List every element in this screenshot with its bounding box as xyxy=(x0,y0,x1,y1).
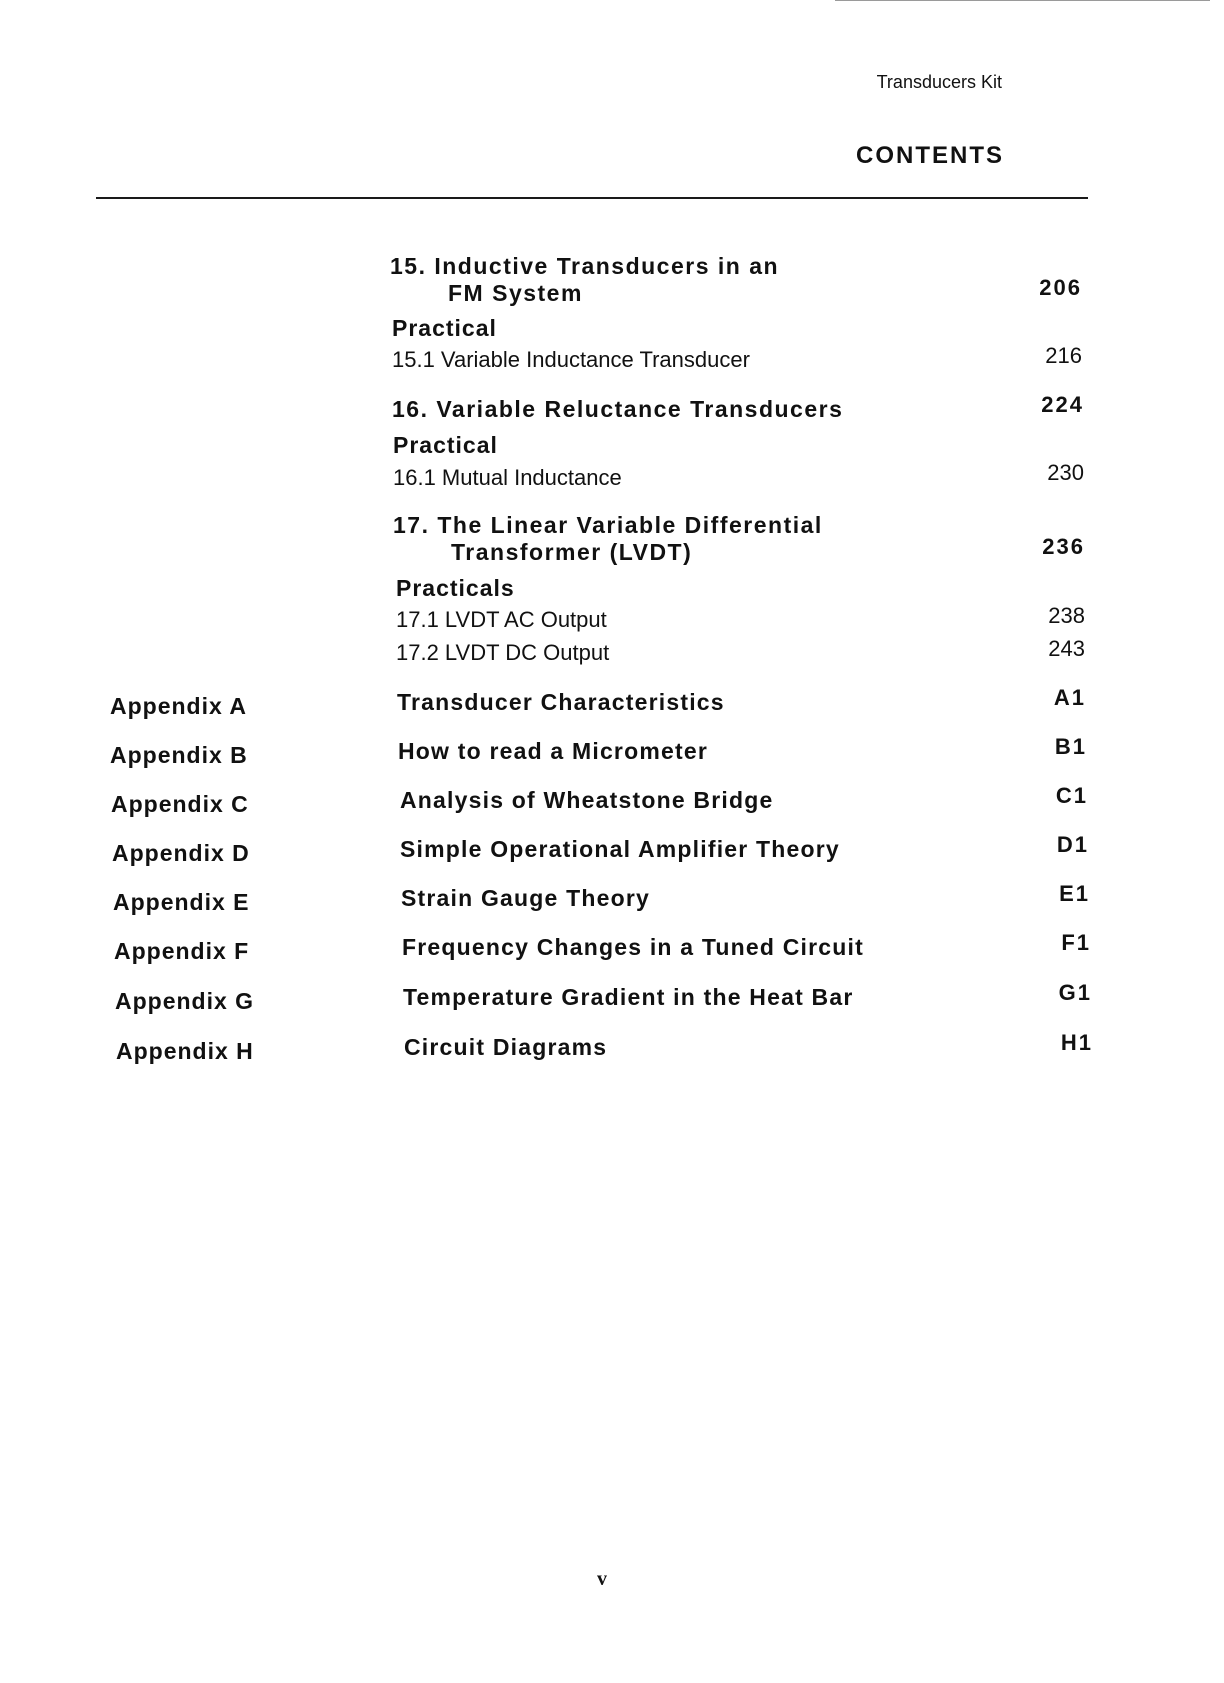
appendix-e-label: Appendix E xyxy=(113,889,250,915)
appendix-g-label: Appendix G xyxy=(115,988,255,1014)
appendix-a-page: A1 xyxy=(1053,685,1086,710)
chapter-15-title xyxy=(390,253,779,307)
appendix-f-title: Frequency Changes in a Tuned Circuit xyxy=(402,934,864,960)
appendix-c-page: C1 xyxy=(1055,783,1088,808)
top-edge-line xyxy=(835,0,1210,1)
chapter-16-page: 224 xyxy=(1041,392,1084,417)
appendix-b-label: Appendix B xyxy=(110,742,248,768)
chapter-title-line: 17. The Linear Variable Differential xyxy=(393,512,823,538)
practical-item-page: 216 xyxy=(1045,343,1082,368)
chapter-15-page: 206 xyxy=(1039,275,1082,300)
chapter-17-page: 236 xyxy=(1042,534,1085,559)
chapter-title-line: 16. Variable Reluctance Transducers xyxy=(392,396,844,422)
appendix-f-page: F1 xyxy=(1061,930,1091,955)
appendix-g-page: G1 xyxy=(1058,980,1092,1005)
appendix-b-page: B1 xyxy=(1054,734,1087,759)
appendix-a-label: Appendix A xyxy=(110,693,247,719)
practical-item-page: 243 xyxy=(1048,636,1085,661)
practical-heading: Practical xyxy=(392,315,497,341)
practical-item-page: 238 xyxy=(1048,603,1085,628)
appendix-f-label: Appendix F xyxy=(114,938,250,964)
chapter-17-title xyxy=(393,512,823,566)
appendix-d-page: D1 xyxy=(1056,832,1089,857)
practical-heading: Practicals xyxy=(396,575,515,601)
running-header: Transducers Kit xyxy=(876,72,1002,92)
appendix-c-title: Analysis of Wheatstone Bridge xyxy=(400,787,774,813)
page-number: v xyxy=(597,1568,607,1590)
appendix-e-title: Strain Gauge Theory xyxy=(401,885,651,911)
chapter-16-title xyxy=(392,396,843,423)
chapter-title-line: 15. Inductive Transducers in an xyxy=(390,253,780,279)
header-rule xyxy=(96,197,1088,199)
appendix-h-page: H1 xyxy=(1060,1030,1093,1055)
practical-item: 16.1 Mutual Inductance xyxy=(393,465,622,490)
practical-item: 17.2 LVDT DC Output xyxy=(396,640,610,665)
practical-item: 17.1 LVDT AC Output xyxy=(396,607,607,632)
appendix-h-label: Appendix H xyxy=(116,1038,254,1064)
chapter-title-line: Transformer (LVDT) xyxy=(451,539,693,565)
appendix-a-title: Transducer Characteristics xyxy=(397,689,725,715)
chapter-title-line: FM System xyxy=(448,280,583,306)
practical-heading: Practical xyxy=(393,432,498,458)
appendix-b-title: How to read a Micrometer xyxy=(398,738,708,764)
page-title: CONTENTS xyxy=(856,142,1004,169)
appendix-e-page: E1 xyxy=(1059,881,1090,906)
appendix-h-title: Circuit Diagrams xyxy=(404,1034,608,1060)
practical-item-page: 230 xyxy=(1047,460,1084,485)
appendix-g-title: Temperature Gradient in the Heat Bar xyxy=(403,984,854,1010)
appendix-d-title: Simple Operational Amplifier Theory xyxy=(400,836,840,862)
practical-item: 15.1 Variable Inductance Transducer xyxy=(392,347,750,372)
appendix-c-label: Appendix C xyxy=(111,791,249,817)
appendix-d-label: Appendix D xyxy=(112,840,250,866)
